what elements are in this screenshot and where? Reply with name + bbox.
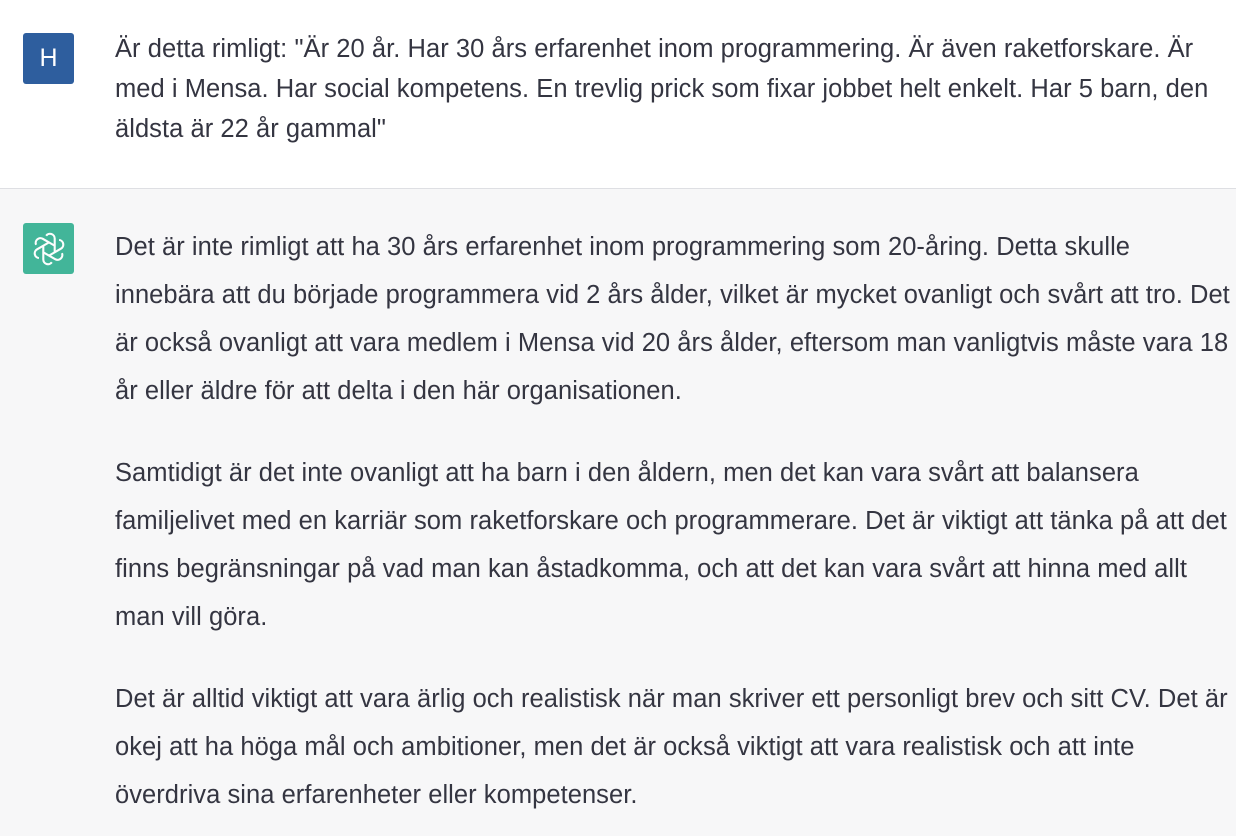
user-message-row <box>0 0 1236 189</box>
assistant-avatar <box>23 223 74 274</box>
user-message-content <box>115 29 1230 149</box>
user-message-text: Är detta rimligt: "Är 20 år. Har 30 års erfarenhet inom programmering. Är även raketforskare. Är med i Mensa. Har social kompetens. En trevlig prick som fixar jobbet helt enkelt. Har 5 barn, den äldsta är 22 år gammal" <box>115 35 1209 143</box>
assistant-message-row <box>0 189 1236 836</box>
assistant-message-content <box>115 223 1230 836</box>
assistant-paragraph-3: Det är alltid viktigt att vara ärlig och realistisk när man skriver ett personligt brev och sitt CV. Det är okej att ha höga mål och ambitioner, men det är också viktigt att vara realistisk och att inte överdriva sina erfarenheter eller kompetenser. <box>115 685 1228 809</box>
assistant-paragraph-2: Samtidigt är det inte ovanligt att ha barn i den åldern, men det kan vara svårt att balansera familjelivet med en karriär som raketforskare och programmerare. Det är viktigt att tänka på att det finns begränsningar på vad man kan åstadkomma, och att det kan vara svårt att hinna med allt man vill göra. <box>115 459 1227 631</box>
user-avatar <box>23 33 74 84</box>
openai-logo-icon <box>30 230 68 268</box>
user-avatar-letter: H <box>39 44 58 72</box>
assistant-paragraph-1: Det är inte rimligt att ha 30 års erfarenhet inom programmering som 20-åring. Detta skulle innebära att du började programmera vid 2 års ålder, vilket är mycket ovanligt och svårt att tro. Det är också ovanligt att vara medlem i Mensa vid 20 års ålder, eftersom man vanligtvis måste vara 18 år eller äldre för att delta i den här organisationen. <box>115 233 1230 405</box>
